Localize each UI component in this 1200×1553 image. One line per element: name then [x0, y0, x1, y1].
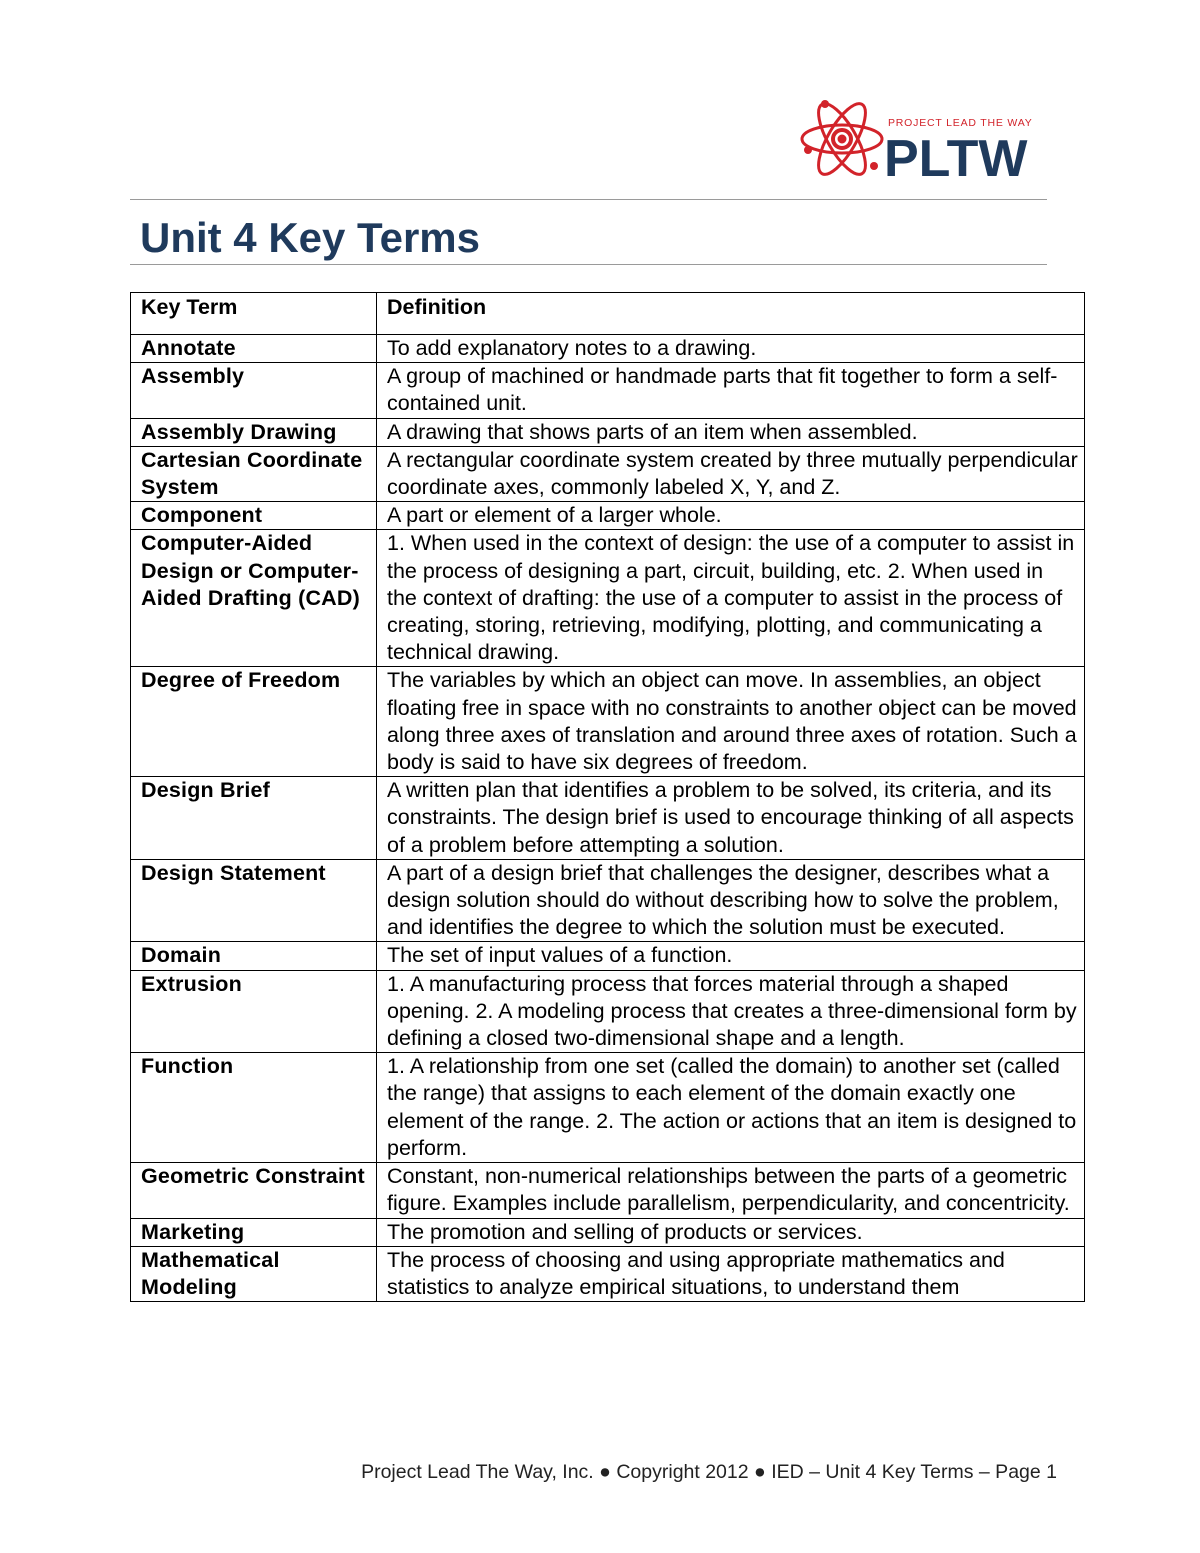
term-cell: Function	[131, 1053, 377, 1163]
table-row	[131, 970, 1085, 1053]
term-cell: Assembly Drawing	[131, 418, 377, 446]
definition-cell: 1. When used in the context of design: the use of a computer to assist in the process of designing a part, circuit, building, etc. 2. When used in the context of drafting: the use of a computer to assist in the process of creating, storing, retrieving, modifying, plotting, and communicating a technical drawing.	[377, 530, 1085, 667]
definition-cell: The set of input values of a function.	[377, 942, 1085, 970]
term-cell: Mathematical Modeling	[131, 1246, 377, 1301]
definition-cell: A part of a design brief that challenges the designer, describes what a design solution should do without describing how to solve the problem, and identifies the degree to which the solution must be executed.	[377, 859, 1085, 942]
term-cell: Design Brief	[131, 777, 377, 860]
key-terms-table	[130, 292, 1085, 1302]
table-row	[131, 942, 1085, 970]
table-row	[131, 363, 1085, 418]
title-bottom-rule	[130, 264, 1047, 265]
definition-cell: A written plan that identifies a problem to be solved, its criteria, and its constraints. The design brief is used to encourage thinking of all aspects of a problem before attempting a solution.	[377, 777, 1085, 860]
definition-cell: A group of machined or handmade parts that fit together to form a self-contained unit.	[377, 363, 1085, 418]
term-cell: Cartesian Coordinate System	[131, 446, 377, 501]
term-cell: Annotate	[131, 335, 377, 363]
table-row	[131, 1163, 1085, 1218]
definition-cell: To add explanatory notes to a drawing.	[377, 335, 1085, 363]
term-cell: Geometric Constraint	[131, 1163, 377, 1218]
logo-tagline: PROJECT LEAD THE WAY	[888, 117, 1033, 129]
table-row	[131, 1053, 1085, 1163]
table-row	[131, 502, 1085, 530]
title-top-rule	[130, 199, 1047, 200]
table-row	[131, 335, 1085, 363]
pltw-logo	[798, 92, 1060, 186]
term-cell: Domain	[131, 942, 377, 970]
definition-cell: A part or element of a larger whole.	[377, 502, 1085, 530]
logo-wordmark: PLTW	[884, 130, 1028, 186]
page-title: Unit 4 Key Terms	[140, 214, 480, 261]
column-header-key-term: Key Term	[131, 293, 377, 335]
term-cell: Marketing	[131, 1218, 377, 1246]
page-footer: Project Lead The Way, Inc. ● Copyright 2012 ● IED – Unit 4 Key Terms – Page 1	[361, 1461, 1057, 1483]
table-row	[131, 777, 1085, 860]
definition-cell: A rectangular coordinate system created by three mutually perpendicular coordinate axes, commonly labeled X, Y, and Z.	[377, 446, 1085, 501]
definition-cell: 1. A manufacturing process that forces material through a shaped opening. 2. A modeling process that creates a three-dimensional form by defining a closed two-dimensional shape and a length.	[377, 970, 1085, 1053]
table-row	[131, 1218, 1085, 1246]
term-cell: Computer-Aided Design or Computer-Aided Drafting (CAD)	[131, 530, 377, 667]
term-cell: Assembly	[131, 363, 377, 418]
definition-cell: The process of choosing and using appropriate mathematics and statistics to analyze empirical situations, to understand them	[377, 1246, 1085, 1301]
table-row	[131, 1246, 1085, 1301]
term-cell: Design Statement	[131, 859, 377, 942]
table-row	[131, 530, 1085, 667]
atom-gear-logo-icon	[802, 97, 882, 180]
term-cell: Extrusion	[131, 970, 377, 1053]
table-row	[131, 418, 1085, 446]
definition-cell: The promotion and selling of products or services.	[377, 1218, 1085, 1246]
definition-cell: The variables by which an object can move. In assemblies, an object floating free in space with no constraints to another object can be moved along three axes of translation and around three axes of rotation. Such a body is said to have six degrees of freedom.	[377, 667, 1085, 777]
column-header-definition: Definition	[377, 293, 1085, 335]
term-cell: Component	[131, 502, 377, 530]
key-terms-body	[131, 335, 1085, 1302]
table-row	[131, 667, 1085, 777]
table-header-row	[131, 293, 1085, 335]
definition-cell: A drawing that shows parts of an item when assembled.	[377, 418, 1085, 446]
definition-cell: 1. A relationship from one set (called the domain) to another set (called the range) that assigns to each element of the domain exactly one element of the range. 2. The action or actions that an item is designed to perform.	[377, 1053, 1085, 1163]
definition-cell: Constant, non-numerical relationships between the parts of a geometric figure. Examples include parallelism, perpendicularity, and concentricity.	[377, 1163, 1085, 1218]
table-row	[131, 446, 1085, 501]
table-row	[131, 859, 1085, 942]
term-cell: Degree of Freedom	[131, 667, 377, 777]
